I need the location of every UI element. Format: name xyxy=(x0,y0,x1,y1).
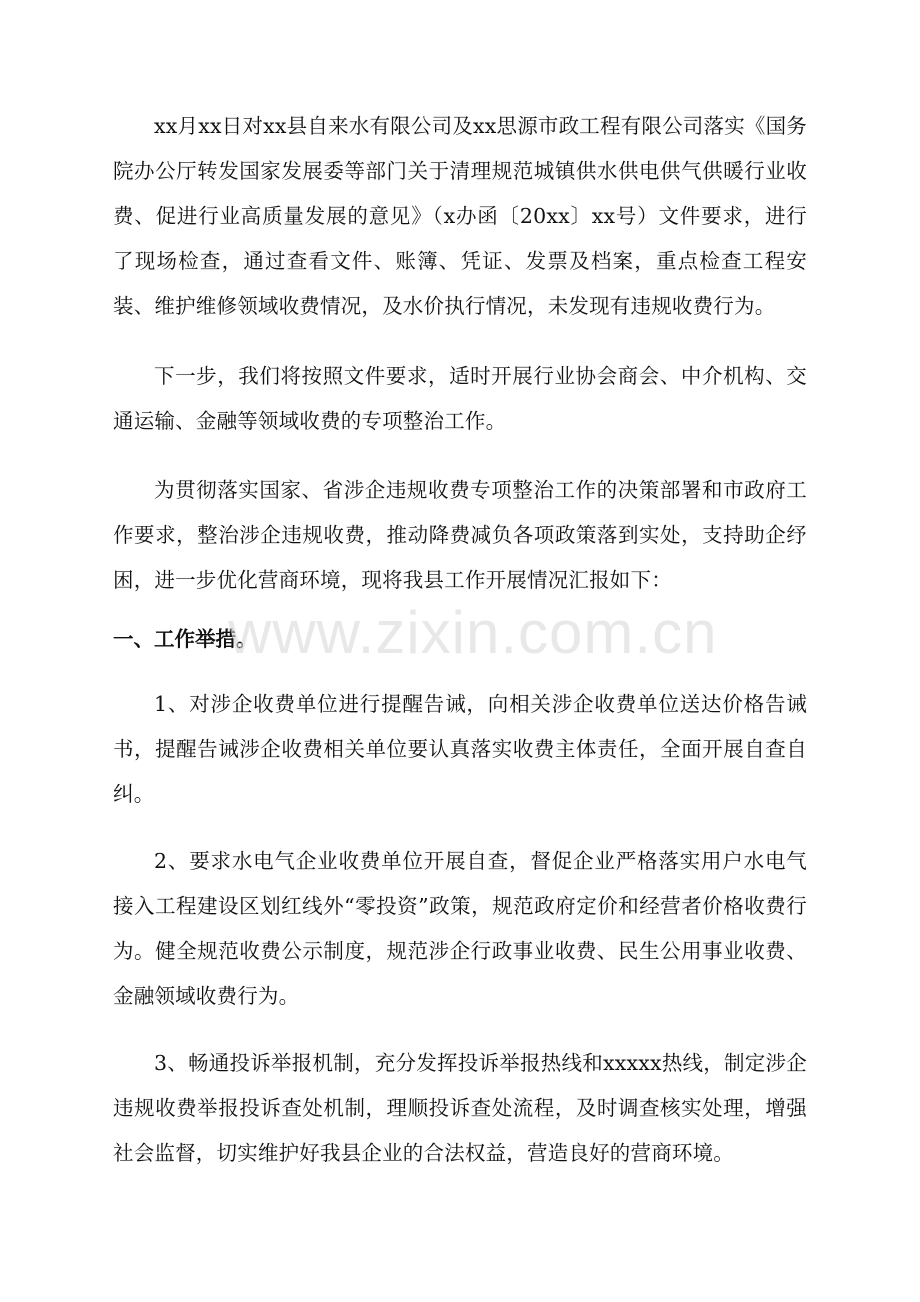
list-item-measure-1: 1、对涉企收费单位进行提醒告诫，向相关涉企收费单位送达价格告诫书，提醒告诫涉企收费相关单位要认真落实收费主体责任，全面开展自查自纠。 xyxy=(113,692,807,806)
paragraph-introduction: 为贯彻落实国家、省涉企违规收费专项整治工作的决策部署和市政府工作要求，整治涉企违规收费，推动降费减负各项政策落到实处，支持助企纾困，进一步优化营商环境，现将我县工作开展情况汇报如下： xyxy=(113,478,807,592)
watermark: www.zixin.com.cn xyxy=(228,599,718,666)
paragraph-next-step: 下一步，我们将按照文件要求，适时开展行业协会商会、中介机构、交通运输、金融等领域收费的专项整治工作。 xyxy=(113,364,807,433)
paragraph-inspection-result: xx月xx日对xx县自来水有限公司及xx思源市政工程有限公司落实《国务院办公厅转发国家发展委等部门关于清理规范城镇供水供电供气供暖行业收费、促进行业高质量发展的意见》（x办函〔20xx〕xx号）文件要求，进行了现场检查，通过查看文件、账簿、凭证、发票及档案，重点检查工程安装、维护维修领域收费情况，及水价执行情况，未发现有违规收费行为。 xyxy=(113,114,807,318)
list-item-measure-3: 3、畅通投诉举报机制，充分发挥投诉举报热线和xxxxx热线，制定涉企违规收费举报投诉查处机制，理顺投诉查处流程，及时调查核实处理，增强社会监督，切实维护好我县企业的合法权益，营造良好的营商环境。 xyxy=(113,1051,807,1165)
document-body xyxy=(113,104,807,1198)
list-item-measure-2: 2、要求水电气企业收费单位开展自查，督促企业严格落实用户水电气接入工程建设区划红线外“零投资”政策，规范政府定价和经营者价格收费行为。健全规范收费公示制度，规范涉企行政事业收费、民生公用事业收费、金融领域收费行为。 xyxy=(113,849,807,1008)
section-heading-measures: 一、工作举措。 xyxy=(113,627,257,651)
